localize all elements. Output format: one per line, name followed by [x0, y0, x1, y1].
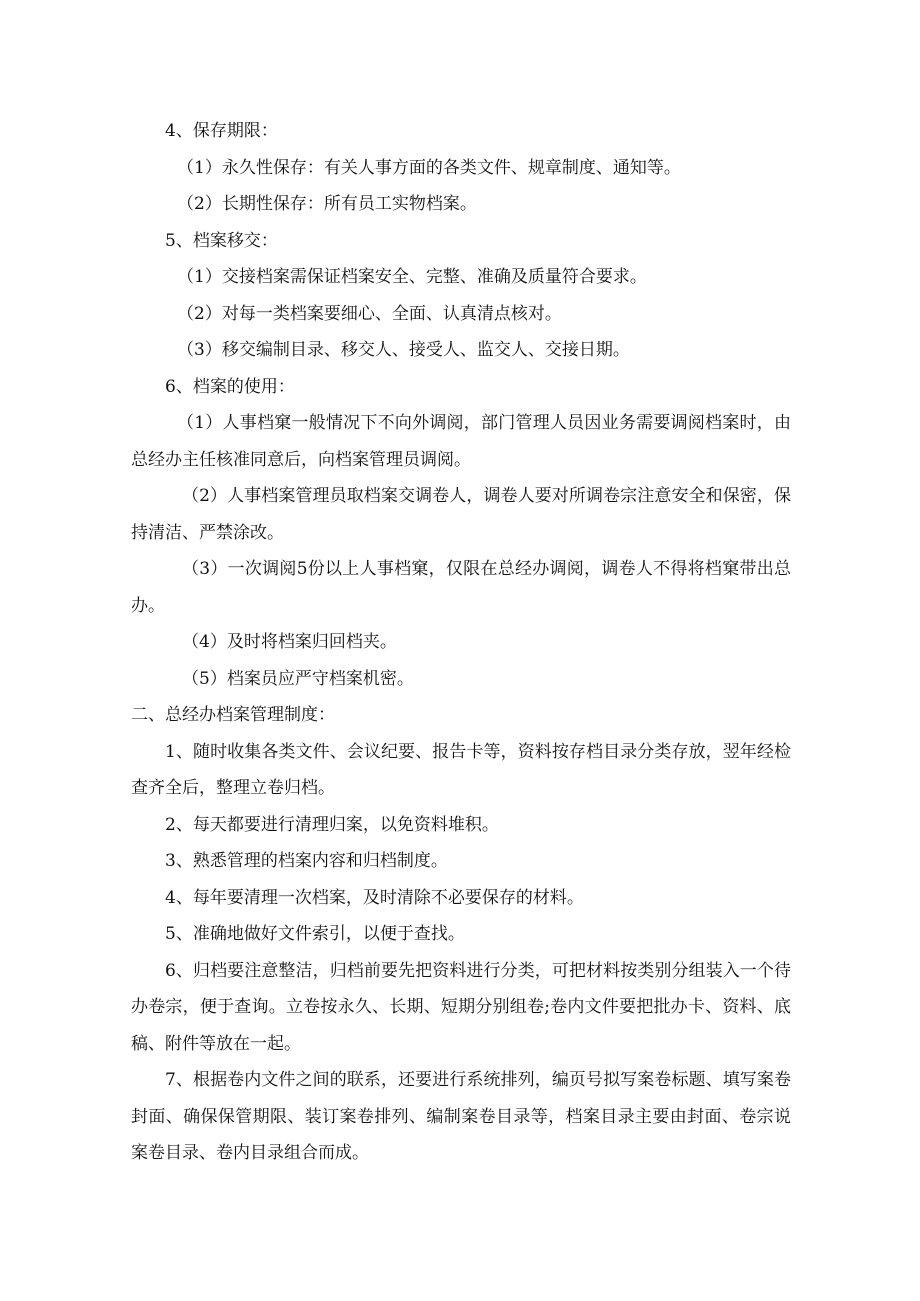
usage-item-2-line-1: （2）人事档案管理员取档案交调卷人，调卷人要对所调卷宗注意安全和保密，保: [182, 486, 791, 506]
office-rule-7-line-3: 案卷目录、卷内目录组合而成。: [131, 1143, 369, 1163]
transfer-item-1: （1）交接档案需保证档案安全、完整、准确及质量符合要求。: [177, 267, 647, 287]
office-rule-6-line-3: 稿、附件等放在一起。: [131, 1033, 301, 1054]
office-rule-2: 2、每天都要进行清理归案，以免资料堆积。: [165, 814, 499, 835]
usage-item-1-line-2: 总经办主任核准同意后，向档案管理员调阅。: [131, 449, 471, 470]
heading-usage: 6、档案的使用：: [165, 376, 295, 397]
usage-item-2-line-2: 持清洁、严禁涂改。: [131, 522, 284, 543]
heading-retention: 4、保存期限：: [165, 121, 278, 141]
heading-office-archive-rules: 二、总经办档案管理制度：: [131, 705, 335, 725]
usage-item-3-line-2: 办。: [131, 595, 165, 616]
office-rule-5: 5、准确地做好文件索引，以便于查找。: [165, 924, 465, 944]
office-rule-7-line-1: 7、根据卷内文件之间的联系，还要进行系统排列，编页号拟写案卷标题、填写案卷: [165, 1070, 791, 1090]
office-rule-6-line-2: 办卷宗，便于查询。立卷按永久、长期、短期分别组卷;卷内文件要把批办卡、资料、底: [131, 997, 791, 1017]
office-rule-6-line-1: 6、归档要注意整洁，归档前要先把资料进行分类，可把材料按类别分组装入一个待: [165, 960, 791, 981]
document-body: [131, 113, 791, 1172]
office-rule-3: 3、熟悉管理的档案内容和归档制度。: [165, 851, 448, 871]
retention-item-2: （2）长期性保存：所有员工实物档案。: [177, 194, 477, 214]
retention-item-1: （1）永久性保存：有关人事方面的各类文件、规章制度、通知等。: [177, 157, 681, 178]
usage-item-3-line-1: （3）一次调阅5份以上人事档窠，仅限在总经办调阅，调卷人不得将档窠带出总: [182, 559, 791, 579]
transfer-item-2: （2）对每一类档案要细心、全面、认真清点核对。: [177, 303, 562, 324]
usage-item-5: （5）档案员应严守档案机密。: [182, 668, 414, 689]
transfer-item-3: （3）移交编制目录、移交人、接受人、监交人、交接日期。: [177, 340, 630, 360]
office-rule-1-line-2: 查齐全后，整理立卷归档。: [131, 778, 335, 798]
office-rule-7-line-2: 封面、确保保管期限、装订案卷排列、编制案卷目录等，档案目录主要由封面、卷宗说: [131, 1106, 791, 1127]
office-rule-4: 4、每年要清理一次档案，及时清除不必要保存的材料。: [165, 887, 584, 908]
heading-transfer: 5、档案移交：: [165, 230, 278, 251]
office-rule-1-line-1: 1、随时收集各类文件、会议纪要、报告卡等，资料按存档目录分类存放，翌年经检: [165, 741, 791, 762]
usage-item-4: （4）及时将档案归回档夹。: [182, 632, 397, 652]
usage-item-1-line-1: （1）人事档窠一般情况下不向外调阅，部门管理人员因业务需要调阅档案时，由: [177, 413, 791, 433]
